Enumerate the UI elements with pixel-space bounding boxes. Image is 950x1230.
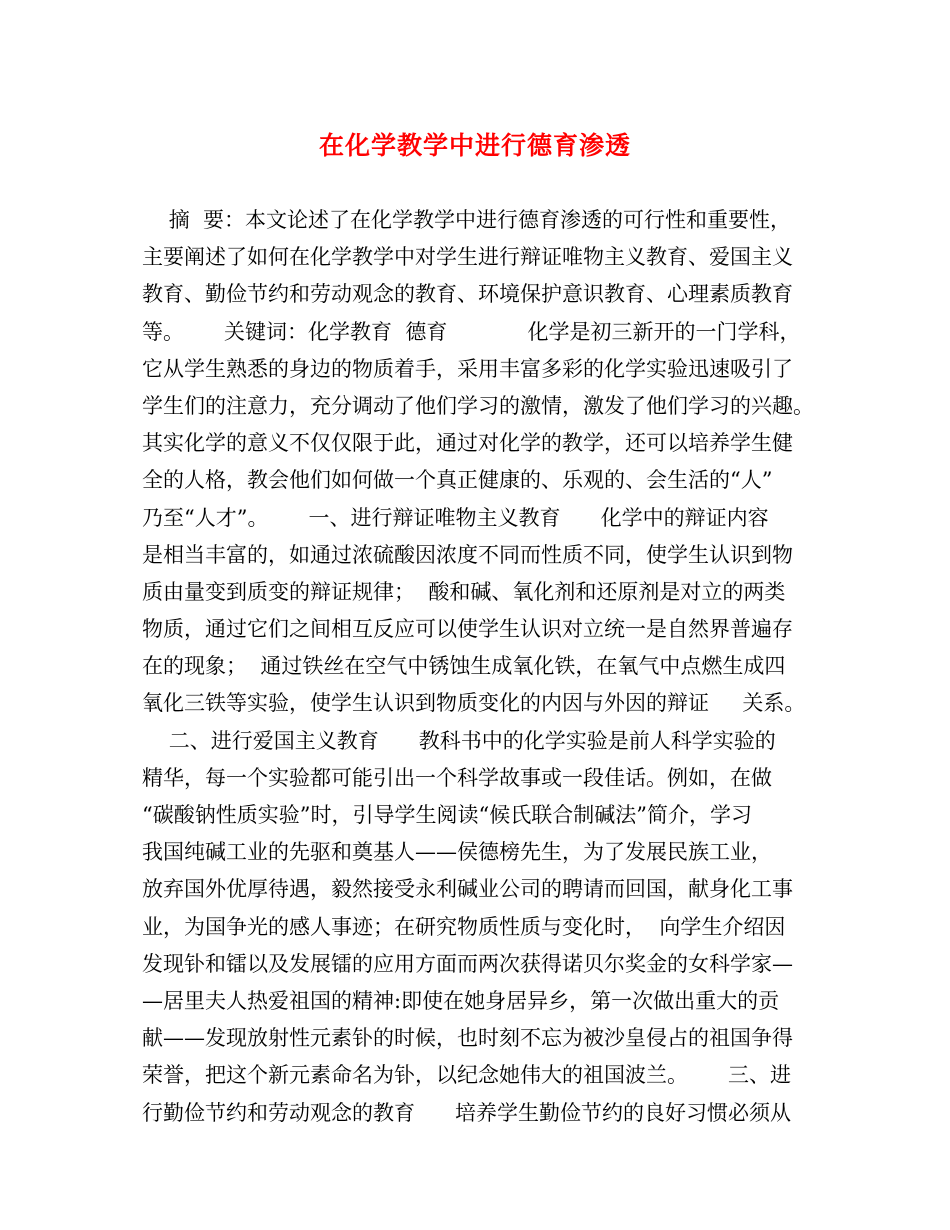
body-line: 全的人格，教会他们如何做一个真正健康的、乐观的、会生活的“人”: [142, 468, 773, 493]
body-line: 其实化学的意义不仅仅限于此，通过对化学的教学，还可以培养学生健: [142, 431, 793, 456]
body-line: —居里夫人热爱祖国的精神:即使在她身居异乡，第一次做出重大的贡: [142, 988, 780, 1013]
body-line: 我国纯碱工业的先驱和奠基人——侯德榜先生，为了发展民族工业，: [142, 840, 772, 865]
body-line: 乃至“人才”。 一、进行辩证唯物主义教育 化学中的辩证内容: [142, 505, 769, 530]
body-line: 摘 要：本文论述了在化学教学中进行德育渗透的可行性和重要性，: [142, 208, 792, 232]
body-line: 行勤俭节约和劳动观念的教育 培养学生勤俭节约的良好习惯必须从: [142, 1100, 792, 1125]
body-line: 二、进行爱国主义教育 教科书中的化学实验是前人科学实验的: [142, 728, 776, 753]
body-line: 荣誉，把这个新元素命名为钋，以纪念她伟大的祖国波兰。 三、进: [142, 1063, 792, 1088]
body-line: “碳酸钠性质实验”时，引导学生阅读“候氏联合制碱法”简介，学习: [142, 803, 752, 827]
body-line: 献——发现放射性元素钋的时候，也时刻不忘为被沙皇侵占的祖国争得: [142, 1026, 793, 1051]
body-line: 物质，通过它们之间相互反应可以使学生认识对立统一是自然界普遍存: [142, 617, 793, 642]
body-line: 主要阐述了如何在化学教学中对学生进行辩证唯物主义教育、爱国主义: [142, 245, 793, 270]
body-line: 发现钋和镭以及发展镭的应用方面而两次获得诺贝尔奖金的女科学家—: [142, 951, 793, 976]
body-line: 在的现象； 通过铁丝在空气中锈蚀生成氧化铁，在氧气中点燃生成四: [142, 654, 786, 679]
body-line: 教育、勤俭节约和劳动观念的教育、环境保护意识教育、心理素质教育: [142, 282, 793, 307]
body-line: 放弃国外优厚待遇，毅然接受永利碱业公司的聘请而回国，献身化工事: [142, 877, 793, 902]
body-line: 氧化三铁等实验，使学生认识到物质变化的内因与外因的辩证 关系。: [142, 691, 806, 716]
body-line: 等。 关键词：化学教育 德育 化学是初三新开的一门学科，: [142, 319, 801, 344]
document-body: [142, 202, 822, 1132]
body-line: 是相当丰富的，如通过浓硫酸因浓度不同而性质不同，使学生认识到物: [142, 542, 793, 567]
document-title: 在化学教学中进行德育渗透: [318, 131, 631, 160]
body-line: 精华，每一个实验都可能引出一个科学故事或一段佳话。例如，在做: [142, 765, 772, 790]
body-line: 学生们的注意力，充分调动了他们学习的激情，激发了他们学习的兴趣。: [142, 393, 814, 418]
body-line: 业，为国争光的感人事迹；在研究物质性质与变化时， 向学生介绍因: [142, 914, 786, 939]
body-line: 质由量变到质变的辩证规律； 酸和碱、氧化剂和还原剂是对立的两类: [142, 579, 786, 604]
body-line: 它从学生熟悉的身边的物质着手，采用丰富多彩的化学实验迅速吸引了: [142, 356, 793, 381]
